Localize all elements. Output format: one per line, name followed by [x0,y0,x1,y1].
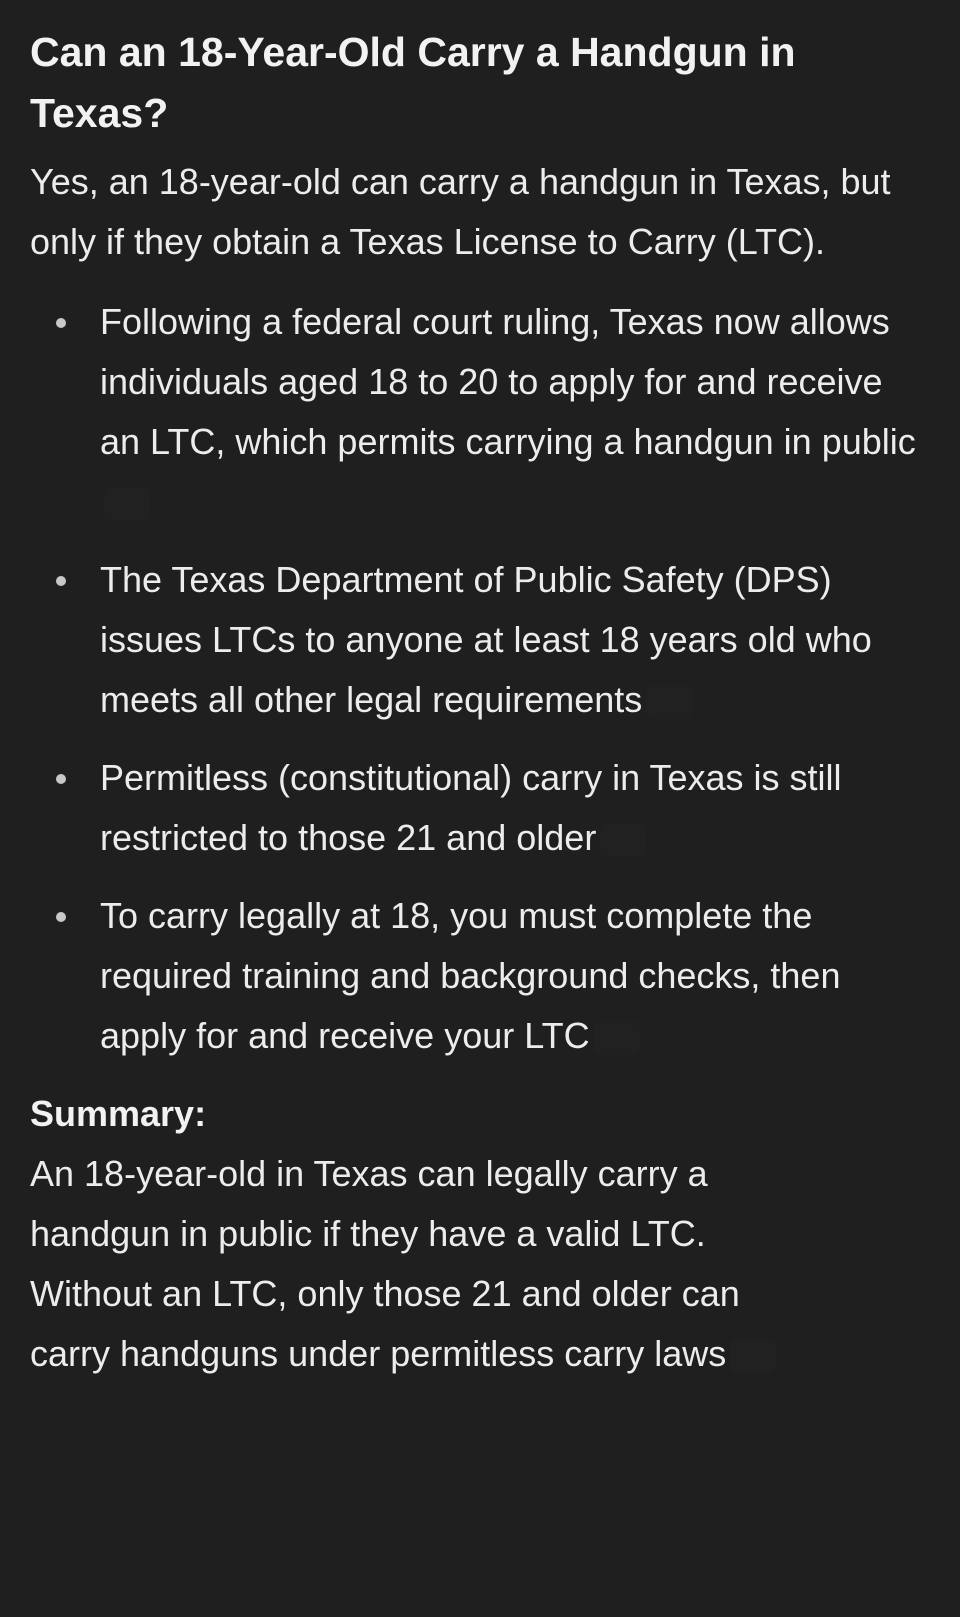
bullet-point-icon [56,774,66,784]
bullet-text: The Texas Department of Public Safety (DPS) issues LTCs to anyone at least 18 years old who meets all other legal requirements [100,559,872,720]
citation-chip[interactable] [104,487,150,521]
summary-body: An 18-year-old in Texas can legally carry a handgun in public if they have a valid LTC. Without an LTC, only those 21 and older can carry handguns under permitless carry laws [30,1153,740,1374]
bullet-text: To carry legally at 18, you must complete the required training and background checks, then apply for and receive your LTC [100,895,841,1056]
summary-text [30,1144,810,1384]
answer-title: Can an 18-Year-Old Carry a Handgun in Texas? [30,29,796,136]
summary-heading: Summary: [30,1093,207,1134]
list-item [30,292,932,532]
bullet-text: Permitless (constitutional) carry in Texas is still restricted to those 21 and older [100,757,842,858]
citation-chip[interactable] [646,685,692,719]
answer-intro: Yes, an 18-year-old can carry a handgun in Texas, but only if they obtain a Texas License to Carry (LTC). [30,161,891,262]
list-item [30,886,932,1066]
citation-chip[interactable] [594,1021,640,1055]
citation-chip[interactable] [730,1339,776,1373]
bullet-point-icon [56,576,66,586]
list-item [30,550,932,730]
bullet-list [30,292,932,1066]
citation-chip[interactable] [600,823,646,857]
list-item [30,748,932,868]
bullet-point-icon [56,912,66,922]
bullet-text: Following a federal court ruling, Texas now allows individuals aged 18 to 20 to apply for and receive an LTC, which permits carrying a handgun in public [100,301,916,462]
bullet-point-icon [56,318,66,328]
